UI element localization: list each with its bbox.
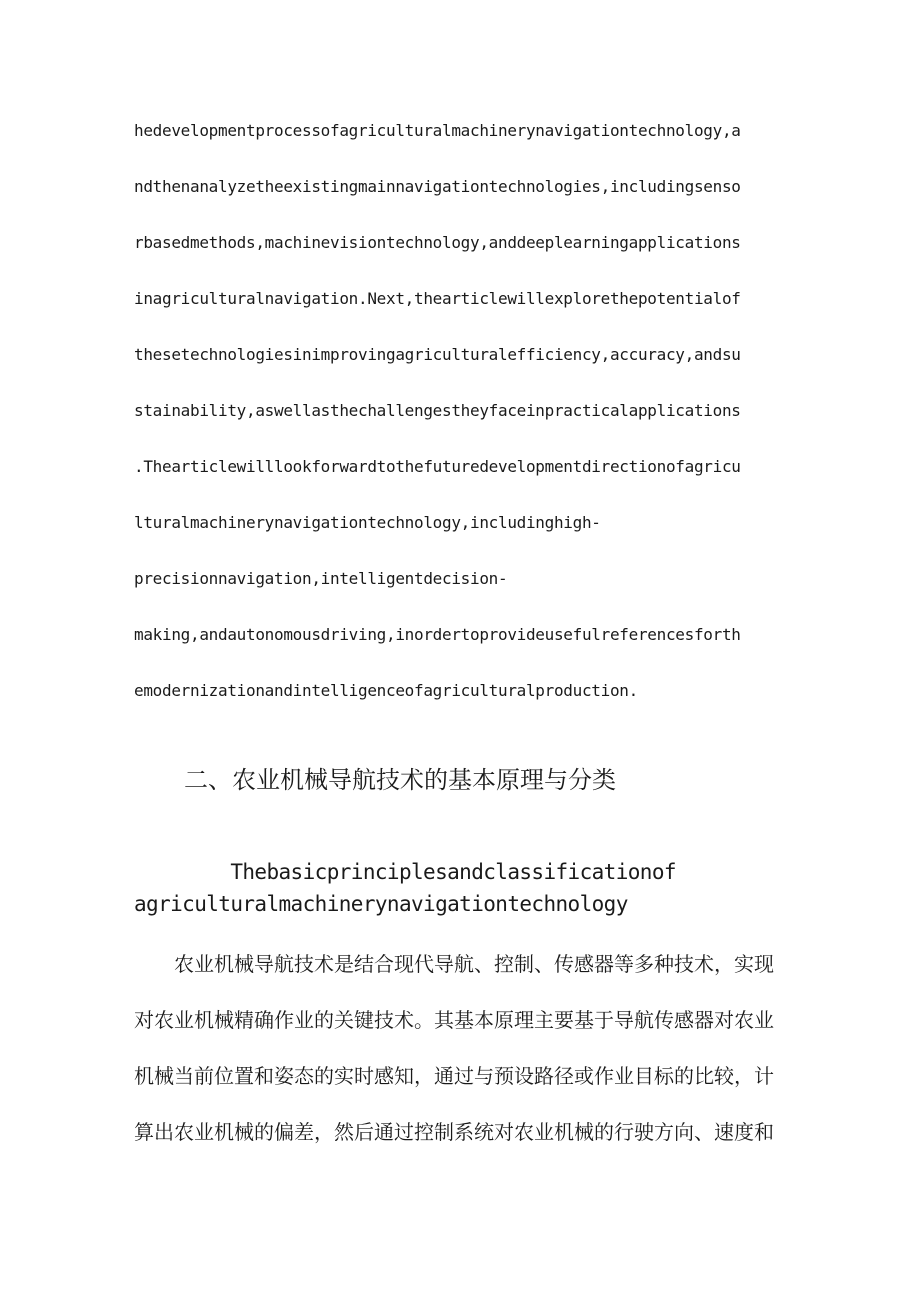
abstract-line-4: inagriculturalnavigation.Next,thearticlewillexplorethepotentialof xyxy=(134,289,741,308)
abstract-line-1: hedevelopmentprocessofagriculturalmachinerynavigationtechnology,a xyxy=(134,121,741,140)
abstract-line-3: rbasedmethods,machinevisiontechnology,anddeeplearningapplications xyxy=(134,233,741,252)
body-paragraph-line-3: 机械当前位置和姿态的实时感知，通过与预设路径或作业目标的比较，计 xyxy=(134,1064,774,1088)
abstract-line-10: making,andautonomousdriving,inordertoprovideusefulreferencesforth xyxy=(134,625,741,644)
abstract-line-9: precisionnavigation,intelligentdecision- xyxy=(134,569,508,588)
abstract-line-11: emodernizationandintelligenceofagriculturalproduction. xyxy=(134,681,638,700)
body-paragraph-line-2: 对农业机械精确作业的关键技术。其基本原理主要基于导航传感器对农业 xyxy=(134,1008,774,1032)
abstract-line-8: lturalmachinerynavigationtechnology,includinghigh- xyxy=(134,513,601,532)
section-heading-cn: 二、农业机械导航技术的基本原理与分类 xyxy=(184,766,616,794)
body-paragraph-line-1: 农业机械导航技术是结合现代导航、控制、传感器等多种技术，实现 xyxy=(134,952,774,976)
abstract-line-7: .Thearticlewilllookforwardtothefuturedevelopmentdirectionofagricu xyxy=(134,457,741,476)
abstract-line-2: ndthenanalyzetheexistingmainnavigationtechnologies,includingsenso xyxy=(134,177,741,196)
section-heading-en-line-1: Thebasicprinciplesandclassificationof xyxy=(134,860,676,884)
section-heading-en-line-2: agriculturalmachinerynavigationtechnology xyxy=(134,892,628,916)
body-paragraph-line-4: 算出农业机械的偏差，然后通过控制系统对农业机械的行驶方向、速度和 xyxy=(134,1120,774,1144)
abstract-line-5: thesetechnologiesinimprovingagriculturalefficiency,accuracy,andsu xyxy=(134,345,741,364)
abstract-line-6: stainability,aswellasthechallengestheyfaceinpracticalapplications xyxy=(134,401,741,420)
